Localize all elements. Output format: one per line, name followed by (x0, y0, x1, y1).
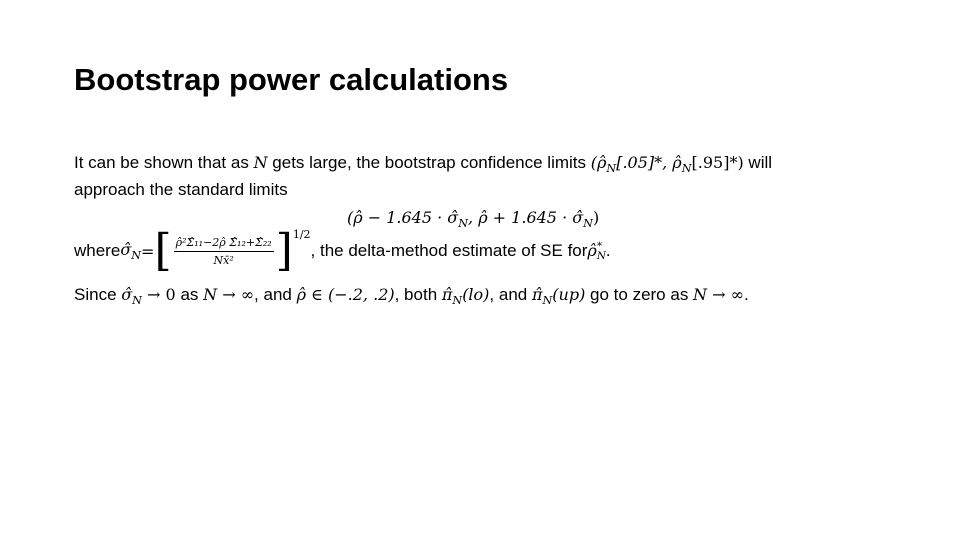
text: gets large, the bootstrap confidence limits (267, 153, 591, 172)
text: , both (394, 285, 442, 304)
where-line (74, 226, 611, 276)
right-bracket-icon: ] (275, 225, 293, 276)
text: . (743, 285, 749, 304)
text: , and (254, 285, 297, 304)
text: . (605, 241, 611, 260)
math-pi-lo: $\pî_N(lo)$ (441, 285, 490, 307)
math-sigma-N: $\sigmâ_N$ (120, 240, 142, 262)
text: go to zero as (585, 285, 694, 304)
math-rho-star: ρ̂ * N (587, 239, 606, 263)
math-sigma-N: $\sigmâ_N$ (121, 285, 142, 307)
text: will (743, 153, 773, 172)
standard-limits-formula: (ρ̂ − $1.645 \cdot \sigmâ_N$, ρ̂ + $1.645 \cdot \sigmâ_N$) (347, 208, 600, 230)
math-ci-limits: ($\rhô_N[.05]*$, $\rhô_N[.95]*$) (590, 153, 744, 175)
body-line-2: approach the standard limits (74, 180, 288, 199)
slide-title: Bootstrap power calculations (74, 62, 509, 97)
equals-sign: = (141, 241, 155, 261)
text: as (175, 285, 204, 304)
text: , the delta-method estimate of SE for (310, 241, 588, 260)
text: where (74, 241, 121, 260)
se-fraction (174, 236, 274, 267)
math-N: N (253, 153, 268, 172)
body-line-1 (74, 152, 772, 180)
exponent: 1/2 (292, 228, 311, 241)
text: It can be shown that as (74, 153, 254, 172)
text: Since (74, 285, 122, 304)
left-bracket-icon: [ (154, 225, 172, 276)
math: N → ∞ (693, 285, 744, 304)
fraction-denominator: Nx̄² (213, 253, 234, 267)
fraction-numerator: ρ̂²Σ̂₁₁−2ρ̂ Σ̂₁₂+Σ̂₂₂ (174, 236, 274, 252)
math: ρ̂ ∈ (−.2, .2) (296, 285, 395, 304)
text: , and (489, 285, 532, 304)
body-line-since (74, 284, 749, 312)
math: N → ∞ (203, 285, 255, 304)
math: → 0 (141, 285, 176, 304)
math-pi-up: $\pî_N(up)$ (531, 285, 586, 307)
